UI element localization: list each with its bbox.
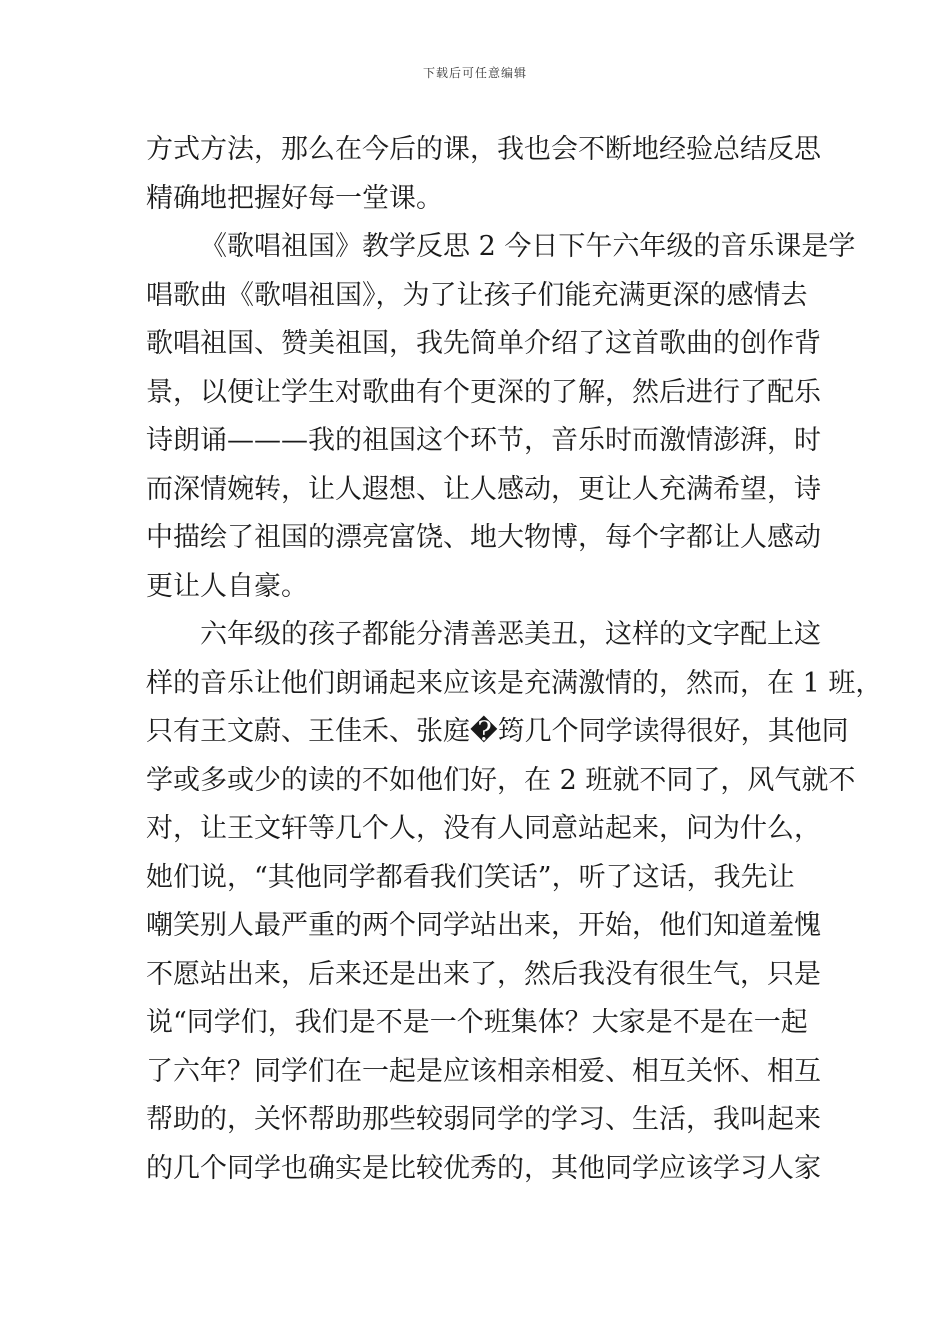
text-line: 而深情婉转，让人遐想、让人感动，更让人充满希望，诗: [146, 473, 821, 505]
text-line: 她们说，“其他同学都看我们笑话”，听了这话，我先让: [146, 861, 795, 893]
text-line: 说“同学们，我们是不是一个班集体？大家是不是在一起: [146, 1007, 808, 1038]
text-line: 了六年？同学们在一起是应该相亲相爱、相互关怀、相互: [146, 1055, 821, 1087]
text-line: 唱歌曲《歌唱祖国》，为了让孩子们能充满更深的感情去: [146, 279, 808, 311]
text-line: 歌唱祖国、赞美祖国，我先简单介绍了这首歌曲的创作背: [146, 328, 821, 359]
text-line: 不愿站出来，后来还是出来了，然后我没有很生气，只是: [146, 958, 821, 990]
body-text: [146, 126, 883, 1193]
text-line: 更让人自豪。: [146, 570, 308, 602]
paragraph-start-line: 《歌唱祖国》教学反思 2 今日下午六年级的音乐课是学: [200, 231, 856, 262]
text-line: 帮助的，关怀帮助那些较弱同学的学习、生活，我叫起来: [146, 1104, 821, 1135]
text-line: 只有王文蔚、王佳禾、张庭�筠几个同学读得很好，其他同: [146, 716, 849, 747]
text-line: 学或多或少的读的不如他们好，在 2 班就不同了，风气就不: [146, 764, 856, 796]
text-line: 方式方法，那么在今后的课，我也会不断地经验总结反思: [146, 134, 821, 165]
text-line: 对，让王文轩等几个人，没有人同意站起来，问为什么，: [146, 813, 821, 844]
page-header: 下载后可任意编辑: [422, 66, 527, 80]
text-line: 诗朗诵———我的祖国这个环节，音乐时而激情澎湃，时: [146, 425, 821, 456]
paragraph-start-line: 六年级的孩子都能分清善恶美丑，这样的文字配上这: [200, 619, 821, 650]
text-line: 景，以便让学生对歌曲有个更深的了解，然后进行了配乐: [146, 376, 821, 408]
text-line: 中描绘了祖国的漂亮富饶、地大物博，每个字都让人感动: [146, 522, 821, 553]
text-line: 样的音乐让他们朗诵起来应该是充满激情的，然而，在 1 班，: [146, 667, 883, 699]
text-line: 的几个同学也确实是比较优秀的，其他同学应该学习人家: [146, 1152, 821, 1184]
text-line: 精确地把握好每一堂课。: [146, 182, 443, 214]
text-line: 嘲笑别人最严重的两个同学站出来，开始，他们知道羞愧: [146, 910, 821, 941]
